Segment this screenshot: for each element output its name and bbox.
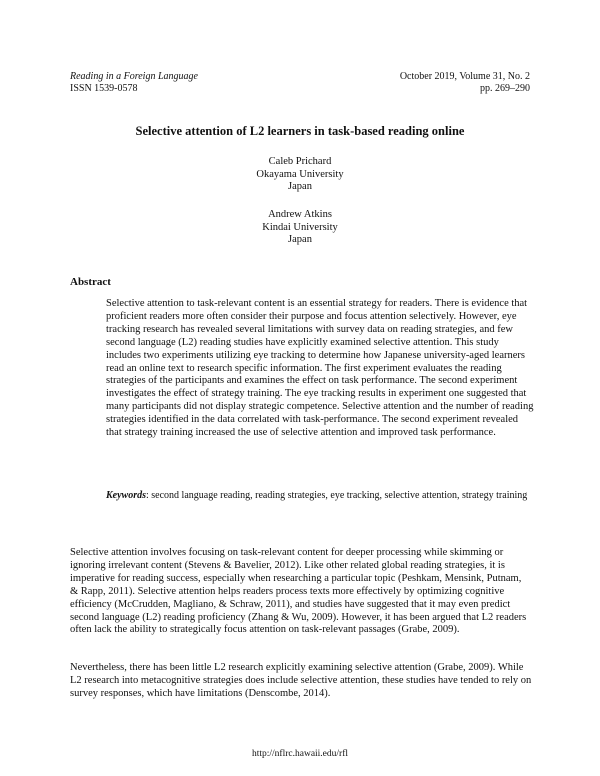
author-country: Japan: [288, 234, 312, 245]
author-block-2: [0, 209, 600, 247]
abstract-text: Selective attention to task-relevant content is an essential strategy for readers. There is evidence that proficient readers more often consider their purpose and focus attention selectively. However, eye tracking research has revealed several limitations with survey data on reading strategies, and few second language (L2) reading studies have explicitly examined selective attention. This study includes two experiments utilizing eye tracking to determine how Japanese university-aged learners read an online text to research specific information. The first experiment evaluates the reading strategies of the participants and examines the effect on task performance. The second experiment investigates the effect of strategy training. The eye tracking results in experiment one suggested that many participants did not display strategic competence. Selective attention and the number of reading strategies identified in the data correlated with task-performance. The second experiment revealed that strategy training increased the use of selective attention and improved task performance.: [106, 298, 534, 439]
author-name: Caleb Prichard: [268, 156, 332, 167]
running-header-right: [400, 71, 530, 95]
issn: ISSN 1539-0578: [70, 83, 138, 94]
keywords: [106, 490, 536, 503]
body-paragraph-2: Nevertheless, there has been little L2 research explicitly examining selective attention (Grabe, 2009). While L2 research into metacognitive strategies does include selective attention, these studies have tended to rely on survey responses, which have limitations (Denscombe, 2014).: [70, 662, 532, 699]
journal-name: Reading in a Foreign Language: [70, 71, 198, 82]
author-name: Andrew Atkins: [268, 209, 332, 220]
keywords-label: Keywords: [106, 490, 146, 501]
paper-title: Selective attention of L2 learners in task-based reading online: [135, 124, 465, 138]
keywords-text: : second language reading, reading strategies, eye tracking, selective attention, strategy training: [146, 490, 528, 501]
page-range: pp. 269–290: [480, 83, 530, 94]
issue-info: October 2019, Volume 31, No. 2: [399, 71, 530, 82]
body-paragraph-1: Selective attention involves focusing on task-relevant content for deeper processing while skimming or ignoring irrelevant content (Stevens & Bavelier, 2012). Like other related global reading strategies, it is imperative for reading success, especially when researching a particular topic (Peshkam, Mensink, Putnam, & Rapp, 2011). Selective attention helps readers process texts more effectively by optimizing cognitive efficiency (McCrudden, Magliano, & Schraw, 2011), and studies have suggested that it may even predict second language (L2) reading proficiency (Zhang & Wu, 2009). However, it has been argued that L2 readers often lack the ability to strategically focus attention on task-relevant passages (Grabe, 2009).: [70, 547, 527, 636]
author-affiliation: Kindai University: [262, 221, 338, 233]
footer-url: http://nflrc.hawaii.edu/rfl: [251, 749, 349, 759]
author-affiliation: Okayama University: [256, 168, 344, 180]
abstract-heading: Abstract: [70, 276, 111, 288]
running-header-left: [70, 71, 198, 95]
author-country: Japan: [288, 181, 312, 192]
author-block-1: [0, 156, 600, 194]
